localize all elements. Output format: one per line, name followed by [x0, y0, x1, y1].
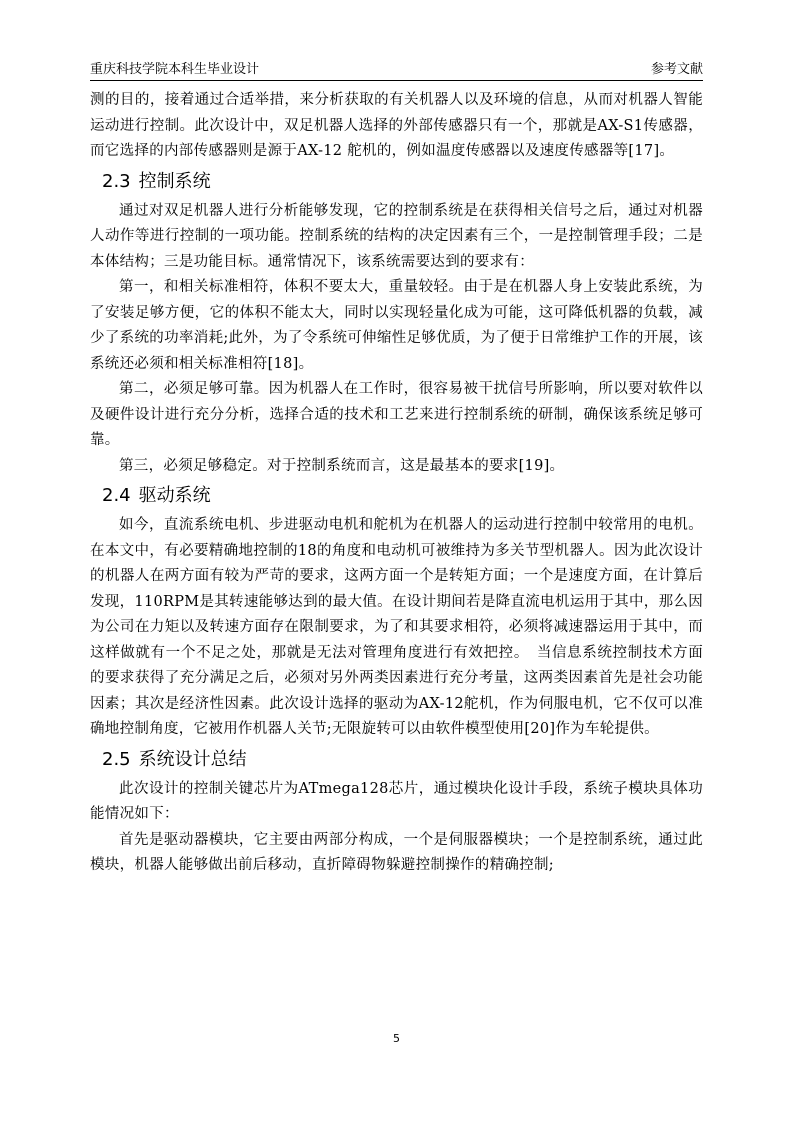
page-number: 5: [393, 1032, 400, 1045]
paragraph-summary-intro: 此次设计的控制关键芯片为ATmega128芯片，通过模块化设计手段，系统子模块具体功能情况如下：: [90, 780, 703, 822]
page-header: [90, 56, 703, 81]
header-section-title: 参考文献: [650, 62, 703, 77]
page-content: [90, 88, 703, 879]
header-school-title: 重庆科技学院本科生毕业设计: [90, 62, 260, 77]
paragraph-drive-system: 如今，直流系统电机、步进驱动电机和舵机为在机器人的运动进行控制中较常用的电机。在本文中，有必要精确地控制的18的角度和电动机可被维持为多关节型机器人。因为此次设计的机器人在两方面有较为严苛的要求，这两方面一个是转矩方面；一个是速度方面，在计算后发现，110RPM是其转速能够达到的最大值。在设计期间若是降直流电机运用于其中，那么因为公司在力矩以及转速方面存在限制要求，为了和其要求相符，必须将减速器运用于其中，而这样做就有一个不足之处，那就是无法对管理角度进行有效把控。 当信息系统控制技术方面的要求获得了充分满足之后，必须对另外两类因素进行充分考量，这两类因素首先是社会功能因素；其次是经济性因素。此次设计选择的驱动为AX-12舵机，作为伺服电机，它不仅可以准确地控制角度，它被用作机器人关节;无限旋转可以由软件模型使用[20]作为车轮提供。: [90, 517, 703, 737]
section-title: 系统设计总结: [138, 748, 247, 770]
section-title: 控制系统: [138, 170, 211, 192]
section-heading-2-3: [102, 167, 703, 197]
section-number: 2.4: [102, 485, 131, 506]
section-number: 2.3: [102, 170, 131, 192]
paragraph-driver-module: 首先是驱动器模块，它主要由两部分构成，一个是伺服器模块；一个是控制系统，通过此模块，机器人能够做出前后移动，直折障碍物躲避控制操作的精确控制;: [90, 831, 703, 873]
section-heading-2-5: [102, 745, 703, 775]
paragraph-requirement-3: 第三，必须足够稳定。对于控制系统而言，这是最基本的要求[19]。: [119, 457, 565, 474]
paragraph-sensors-continued: 测的目的，接着通过合适举措，来分析获取的有关机器人以及环境的信息，从而对机器人智能运动进行控制。此次设计中，双足机器人选择的外部传感器只有一个，那就是AX-S1传感器，而它选择的内部传感器则是源于AX-12 舵机的，例如温度传感器以及速度传感器等[17]。: [90, 92, 703, 159]
paragraph-requirement-2: 第二，必须足够可靠。因为机器人在工作时，很容易被干扰信号所影响，所以要对软件以及硬件设计进行充分分析，选择合适的技术和工艺来进行控制系统的研制，确保该系统足够可靠。: [90, 381, 703, 448]
section-heading-2-4: [102, 481, 703, 511]
paragraph-control-intro: 通过对双足机器人进行分析能够发现，它的控制系统是在获得相关信号之后，通过对机器人动作等进行控制的一项功能。控制系统的结构的决定因素有三个，一是控制管理手段；二是本体结构；三是功能目标。通常情况下，该系统需要达到的要求有：: [90, 202, 703, 270]
paragraph-requirement-1: 第一，和相关标准相符，体积不要太大，重量较轻。由于是在机器人身上安装此系统，为了安装足够方便，它的体积不能太大，同时以实现轻量化成为可能，这可降低机器的负载，减少了系统的功率消耗;此外，为了令系统可伸缩性足够优质，为了便于日常维护工作的开展，该系统还必须和相关标准相符[18]。: [90, 279, 703, 372]
section-title: 驱动系统: [138, 485, 211, 506]
section-number: 2.5: [102, 748, 131, 770]
